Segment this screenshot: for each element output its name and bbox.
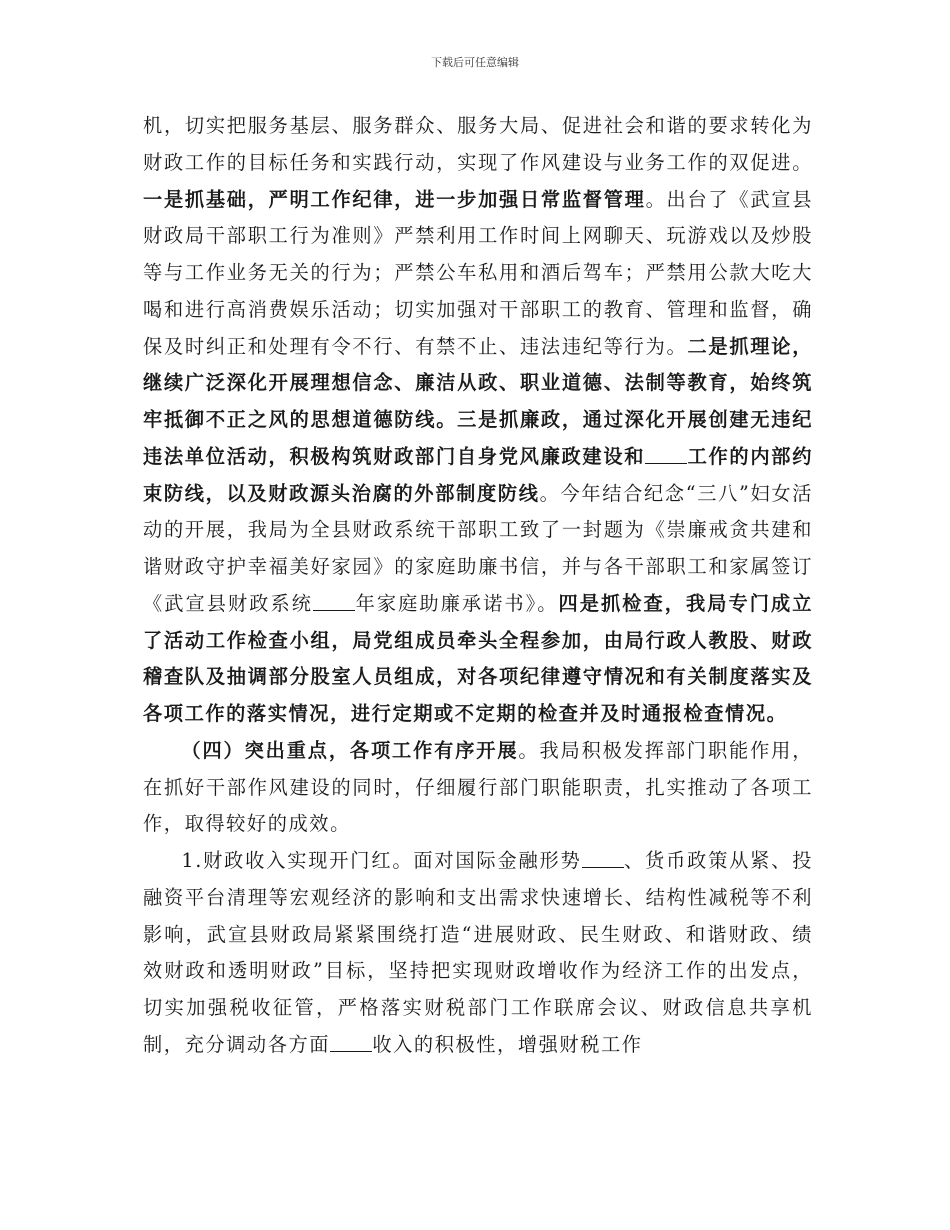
blank-underline	[645, 445, 687, 463]
paragraph-discipline	[143, 108, 813, 733]
blank-underline	[313, 592, 355, 610]
text-segment: 。出台了《武宣县财政局干部职工行为准则》严禁利用工作时间上网聊天、玩游戏以及炒股等与工作业务无关的行为；严禁公车私用和酒后驾车；严禁用公款大吃大喝和进行高消费娱乐活动；切实加强对干部职工的教育、管理和监督，确保及时纠正和处理有令不行、有禁不止、违法违纪等行为。	[143, 187, 813, 358]
text-segment: 、货币政策从紧、投融资平台清理等宏观经济的影响和支出需求快速增长、结构性减税等不利影响，武宣县财政局紧紧围绕打造“进展财政、民生财政、和谐财政、绩效财政和透明财政”目标，坚持把实现财政增收作为经济工作的出发点，切实加强税收征管，严格落实财税部门工作联席会议、财政信息共享机制，充分调动各方面	[143, 849, 813, 1056]
document-body	[143, 108, 813, 1064]
blank-underline	[330, 1033, 372, 1051]
bold-point-three-cont: 工作的内部约束防线，以及财政源头治腐的外部制度防线	[143, 444, 813, 505]
blank-underline	[582, 850, 624, 868]
text-segment: 1.财政收入实现开门红。面对国际金融形势	[181, 849, 582, 872]
text-segment: 年家庭助廉承诺书》。	[355, 591, 559, 615]
bold-point-four: 四是抓检查，我局专门成立了活动工作检查小组，局党组成员牵头全程参加，由局行政人教股、财政稽查队及抽调部分股室人员组成，对各项纪律遵守情况和有关制度落实及各项工作的落实情况，进行定期或不定期的检查并及时通报检查情况。	[143, 591, 813, 725]
text-segment: 。我局积极发挥部门职能作用，在抓好干部作风建设的同时，仔细履行部门职能职责，扎实推动了各项工作，取得较好的成效。	[143, 738, 813, 836]
page-header: 下载后可任意编辑	[431, 56, 519, 69]
text-segment: 机，切实把服务基层、服务群众、服务大局、促进社会和谐的要求转化为财政工作的目标任务和实践行动，实现了作风建设与业务工作的双促进。	[143, 114, 813, 174]
paragraph-revenue	[143, 843, 813, 1064]
text-segment: 。今年结合纪念“三八”妇女活动的开展，我局为全县财政系统干部职工致了一封题为《崇廉戒贪共建和谐财政守护幸福美好家园》的家庭助廉书信，并与各干部职工和家属签订《武宣县财政系统	[143, 481, 813, 615]
text-segment: 收入的积极性，增强财税工作	[372, 1032, 643, 1056]
bold-points-two-three: 二是抓理论，继续广泛深化开展理想信念、廉洁从政、职业道德、法制等教育，始终筑牢抵御不正之风的思想道德防线。三是抓廉政，通过深化开展创建无违纪违法单位活动，积极构筑财政部门自身党风廉政建设和	[143, 334, 813, 468]
paragraph-section-four	[143, 733, 813, 843]
section-heading: （四）突出重点，各项工作有序开展	[181, 738, 519, 762]
bold-point-one: 一是抓基础，严明工作纪律，进一步加强日常监督管理	[143, 187, 646, 211]
